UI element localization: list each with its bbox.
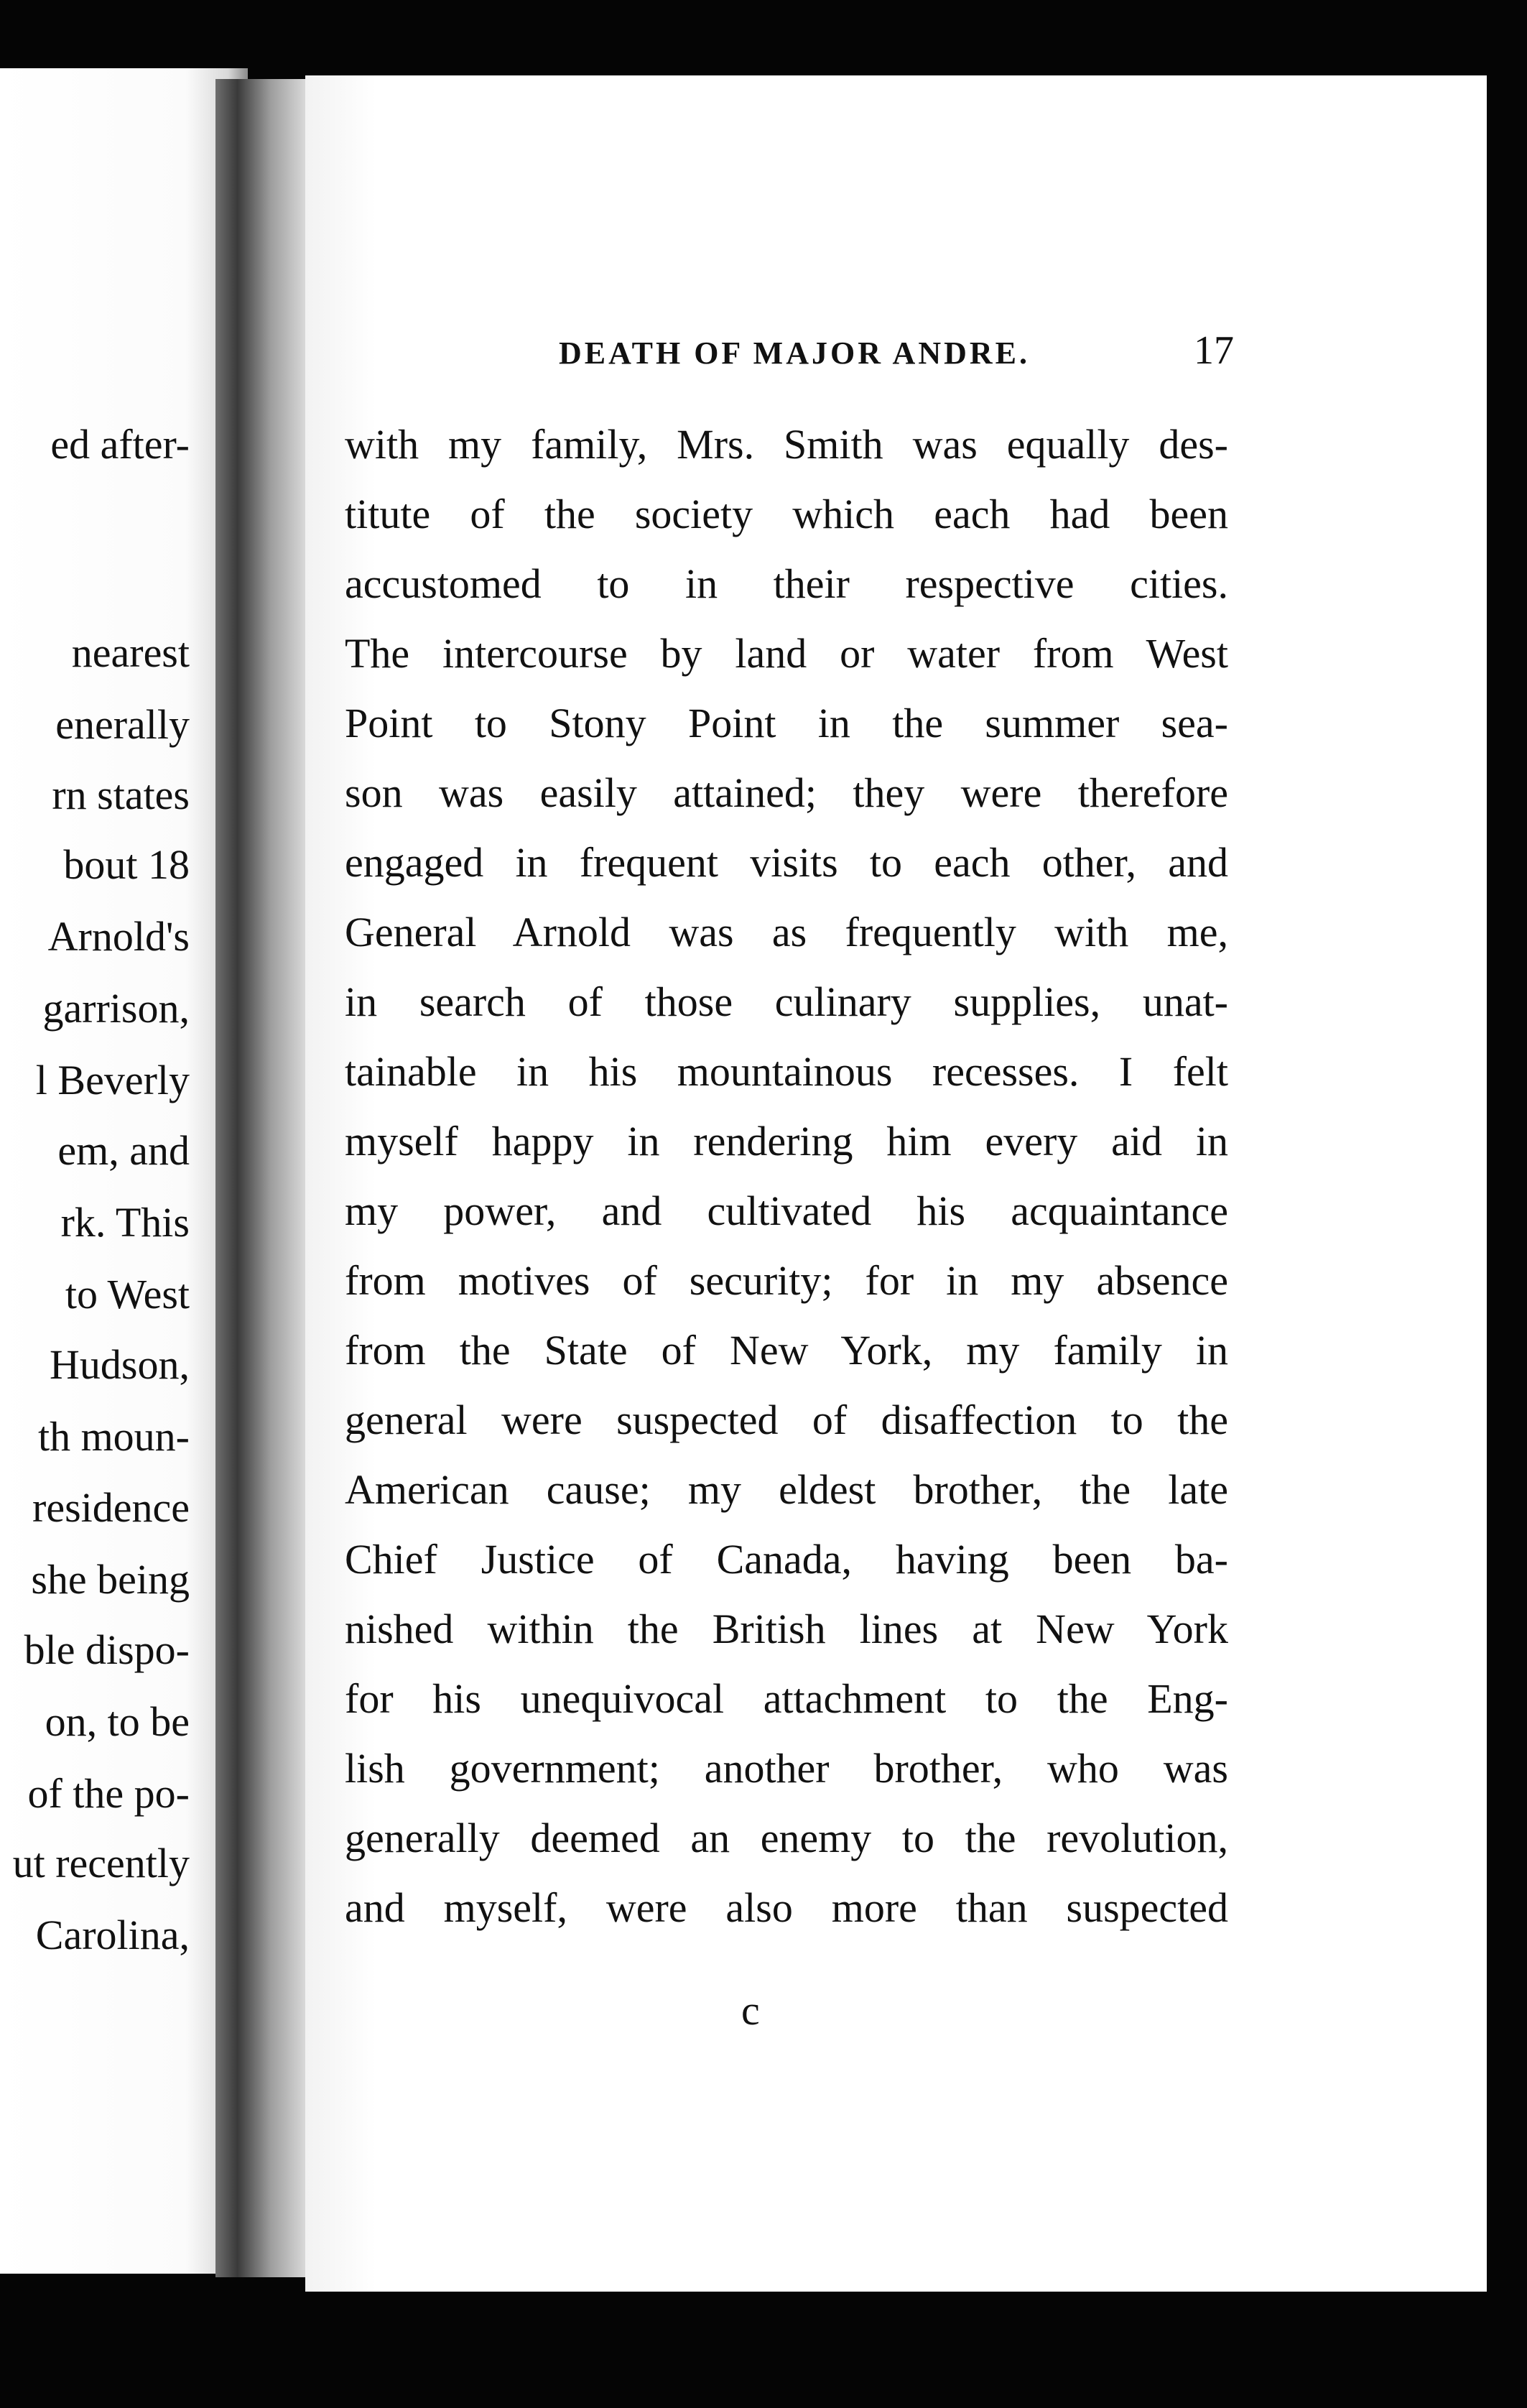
left-page-line: Hudson, bbox=[50, 1341, 190, 1388]
left-page-line: ed after- bbox=[50, 421, 190, 468]
text-line: son was easily attained; they were therefore bbox=[345, 769, 1228, 816]
left-page-line: ble dispo- bbox=[24, 1626, 190, 1673]
text-line: tainable in his mountainous recesses. I felt bbox=[345, 1048, 1228, 1095]
text-line: titute of the society which each had been bbox=[345, 491, 1228, 537]
page-header bbox=[559, 328, 1234, 375]
text-line: Point to Stony Point in the summer sea- bbox=[345, 700, 1228, 746]
page-number: 17 bbox=[1194, 328, 1234, 373]
text-line: American cause; my eldest brother, the late bbox=[345, 1466, 1228, 1513]
text-line: my power, and cultivated his acquaintance bbox=[345, 1187, 1228, 1234]
text-line: nished within the British lines at New York bbox=[345, 1606, 1228, 1652]
text-line: myself happy in rendering him every aid in bbox=[345, 1118, 1228, 1164]
left-page-line: bout 18 bbox=[63, 841, 190, 888]
text-line: with my family, Mrs. Smith was equally des- bbox=[345, 421, 1228, 468]
left-page-line: ut recently bbox=[12, 1840, 190, 1886]
left-page-line: th moun- bbox=[37, 1413, 190, 1460]
text-line: and myself, were also more than suspected bbox=[345, 1884, 1228, 1931]
right-page bbox=[305, 75, 1487, 2292]
text-line: engaged in frequent visits to each other, and bbox=[345, 839, 1228, 886]
left-page-line: Arnold's bbox=[47, 913, 190, 960]
left-page-line: em, and bbox=[57, 1127, 190, 1174]
text-line: generally deemed an enemy to the revolution, bbox=[345, 1815, 1228, 1861]
left-page-line: residence bbox=[32, 1484, 190, 1531]
left-page-line: enerally bbox=[55, 701, 190, 748]
text-line: general were suspected of disaffection to the bbox=[345, 1397, 1228, 1443]
left-page-line: garrison, bbox=[42, 985, 190, 1032]
left-page-line: on, to be bbox=[45, 1698, 190, 1745]
text-line: accustomed to in their respective cities. bbox=[345, 560, 1228, 607]
text-line: lish government; another brother, who was bbox=[345, 1745, 1228, 1792]
left-page-line: l Beverly bbox=[35, 1057, 190, 1103]
left-page-line: to West bbox=[65, 1271, 190, 1318]
text-line: in search of those culinary supplies, unat- bbox=[345, 978, 1228, 1025]
text-line: from motives of security; for in my absence bbox=[345, 1257, 1228, 1304]
left-page-line: rk. This bbox=[60, 1199, 190, 1246]
text-line: The intercourse by land or water from West bbox=[345, 630, 1228, 677]
text-line: for his unequivocal attachment to the Eng- bbox=[345, 1675, 1228, 1722]
signature-mark: c bbox=[741, 1987, 760, 2034]
left-page-line: Carolina, bbox=[35, 1912, 190, 1958]
text-line: General Arnold was as frequently with me, bbox=[345, 909, 1228, 955]
left-page-line: rn states bbox=[52, 772, 190, 818]
left-page-line: nearest bbox=[71, 629, 190, 676]
left-page-line: of the po- bbox=[27, 1770, 190, 1817]
text-line: from the State of New York, my family in bbox=[345, 1327, 1228, 1374]
left-page-line: she being bbox=[31, 1556, 190, 1603]
text-line: Chief Justice of Canada, having been ba- bbox=[345, 1536, 1228, 1583]
running-title: DEATH OF MAJOR ANDRE. bbox=[559, 335, 1030, 371]
